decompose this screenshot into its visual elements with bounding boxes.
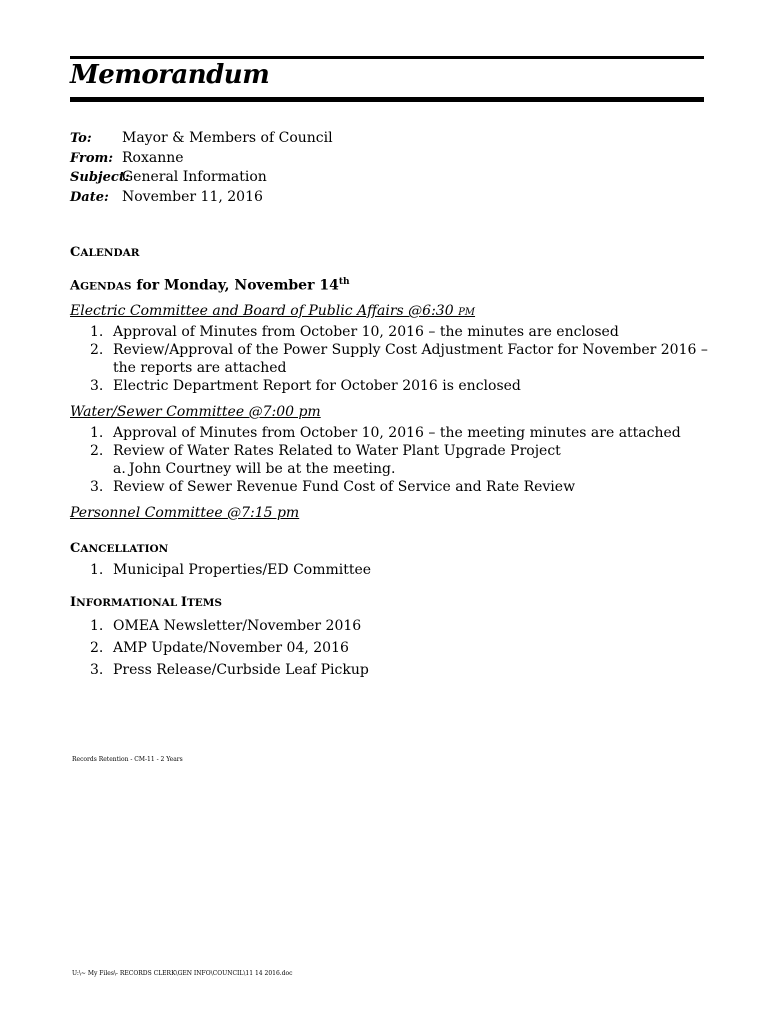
subject-label: Subject: [70,170,130,185]
records-retention-note: Records Retention - CM-11 - 2 Years [72,756,183,763]
file-path-footer: U:\~ My Files\- RECORDS CLERK\GEN INFO\COUNCIL\11 14 2016.doc [72,970,293,977]
electric-committee-title: Electric Committee and Board of Public Affairs @6:30 PM [70,303,476,319]
cancellation-list [70,561,713,579]
to-label: To: [70,131,92,146]
to-row [70,129,333,149]
list-item: 1. Municipal Properties/ED Committee [90,562,372,578]
personnel-committee-title: Personnel Committee @7:15 pm [70,505,300,521]
water-sewer-agenda-list-cont [70,478,713,496]
from-row [70,149,333,169]
list-item: 2. Review/Approval of the Power Supply Cost Adjustment Factor for November 2016 – the reports are attached [90,342,708,376]
list-item: 1. Approval of Minutes from October 10, 2016 – the minutes are enclosed [90,324,619,340]
list-item: a. John Courtney will be at the meeting. [113,461,396,477]
list-item: 3. Review of Sewer Revenue Fund Cost of Service and Rate Review [90,479,576,495]
informational-items-heading: INFORMATIONAL ITEMS [70,595,222,610]
from-value: Roxanne [122,149,184,166]
list-item: 2. AMP Update/November 04, 2016 [90,640,349,656]
memo-header [70,129,333,207]
memo-title: Memorandum [70,60,270,90]
subject-row [70,168,333,188]
water-sewer-committee-title: Water/Sewer Committee @7:00 pm [70,404,321,420]
water-sewer-subitem-list [103,460,729,478]
date-row [70,188,333,208]
date-label: Date: [70,189,109,205]
informational-items-list [70,615,713,681]
to-value: Mayor & Members of Council [122,130,333,146]
list-item: 2. Review of Water Rates Related to Water Plant Upgrade Project [90,443,561,459]
list-item: 1. Approval of Minutes from October 10, 2016 – the meeting minutes are attached [90,425,681,441]
top-rule [70,56,704,59]
electric-agenda-list [70,323,713,395]
from-label: From: [70,150,114,166]
list-item: 3. Press Release/Curbside Leaf Pickup [90,662,369,678]
title-rule [70,97,704,102]
list-item: 1. OMEA Newsletter/November 2016 [90,618,362,634]
cancellation-heading: CANCELLATION [70,541,169,556]
agendas-heading: AGENDAS for Monday, November 14th [70,277,350,294]
calendar-heading: CALENDAR [70,245,140,260]
date-value: November 11, 2016 [122,188,263,205]
list-item: 3. Electric Department Report for October 2016 is enclosed [90,378,521,394]
water-sewer-agenda-list [70,424,713,460]
subject-value: General Information [122,169,267,185]
